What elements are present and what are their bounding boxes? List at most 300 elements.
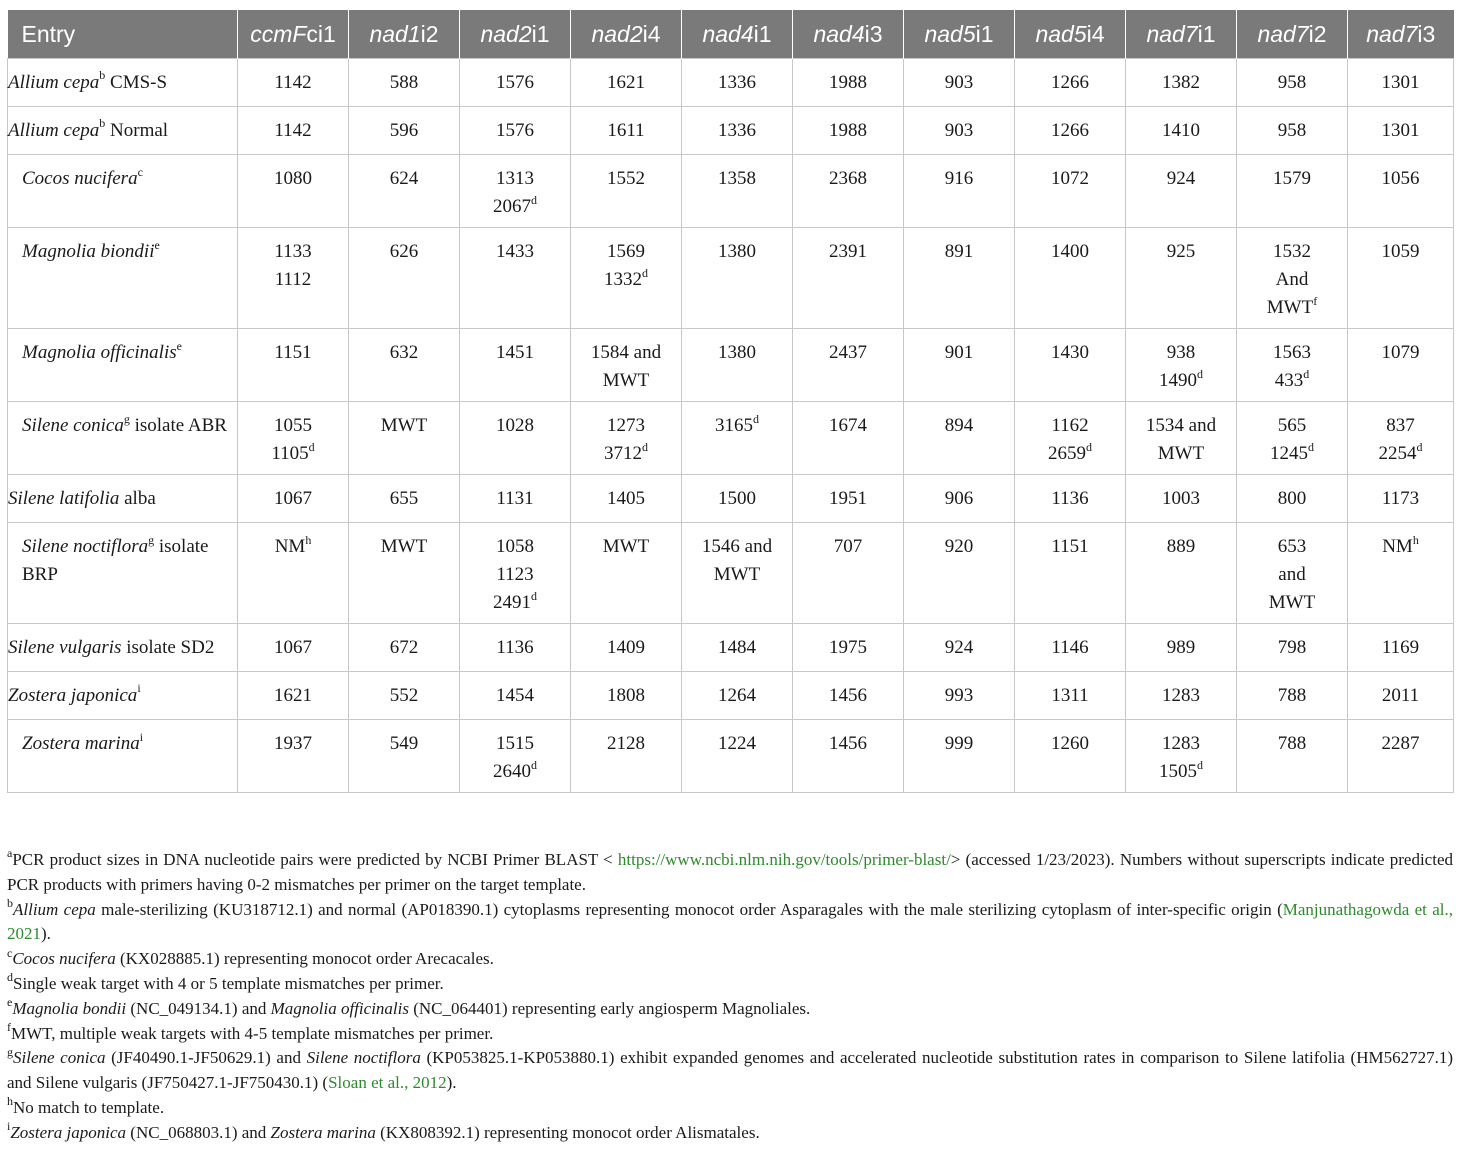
cell-line: 1332$^d$: [604, 265, 648, 290]
cell-line: 788: [1277, 733, 1307, 754]
value-cell: [904, 523, 1015, 624]
value-cell: [1015, 475, 1126, 523]
cell-line: 1169: [1381, 636, 1420, 658]
value-cell: [1015, 228, 1126, 329]
cell-line: 1142: [274, 71, 312, 93]
cell-line: 1273: [607, 415, 645, 436]
cell-line: 655: [389, 487, 419, 509]
cell-line: 920: [944, 536, 974, 557]
value-cell: [1126, 228, 1237, 329]
value-cell: [1015, 672, 1126, 720]
value-cell: [1015, 720, 1126, 793]
value-cell: [1348, 672, 1454, 720]
cell-line: MWT: [602, 370, 650, 391]
value-cell: [460, 329, 571, 402]
value-cell: [904, 228, 1015, 329]
cell-line: MWT$^f$: [1266, 293, 1318, 318]
footnote-g: $^g$Silene conica (JF40490.1-JF50629.1) and Silene noctiflora (KP053825.1-KP053880.1) exhibit expanded genomes and accelerated nucleotide substitution rates in comparison to Silene latifolia (HM562727.1) and Silene vulgaris (JF750427.1-JF750430.1) (Sloan et al., 2012).: [7, 1044, 1454, 1093]
value-cell: [793, 720, 904, 793]
cell-line: 1505$^d$: [1159, 757, 1203, 782]
value-cell: [349, 59, 460, 107]
cell-line: 552: [389, 684, 419, 706]
value-cell: [571, 624, 682, 672]
value-cell: [460, 720, 571, 793]
value-cell: [682, 107, 793, 155]
column-header-nad4i1: nad4i1: [682, 10, 793, 59]
value-cell: [460, 523, 571, 624]
cell-line: 1451: [496, 342, 534, 363]
cell-line: 1430: [1051, 342, 1089, 363]
value-cell: [1126, 475, 1237, 523]
cell-line: 1546 and: [701, 536, 773, 557]
value-cell: [682, 720, 793, 793]
cell-line: 1358: [718, 168, 756, 189]
value-cell: [1348, 59, 1454, 107]
table-row: [8, 720, 1454, 793]
value-cell: [1126, 523, 1237, 624]
cell-line: 1311: [1051, 684, 1089, 706]
value-cell: [1348, 523, 1454, 624]
manjunathagowda-citation-link[interactable]: Manjunathagowda et al., 2021: [7, 899, 1454, 944]
entry-cell: Silene conica$^g$ isolate ABR: [8, 402, 238, 475]
cell-line: 1264: [718, 684, 756, 706]
cell-line: 925: [1166, 241, 1196, 262]
cell-line: 924: [944, 636, 974, 658]
entry-cell: Magnolia biondii$^e$: [8, 228, 238, 329]
cell-line: 1410: [1162, 119, 1200, 141]
value-cell: [682, 155, 793, 228]
value-cell: [793, 228, 904, 329]
cell-line: 653: [1277, 536, 1307, 557]
cell-line: 999: [944, 733, 974, 754]
cell-line: MWT: [602, 536, 650, 557]
value-cell: [1237, 672, 1348, 720]
cell-line: 924: [1166, 168, 1196, 189]
value-cell: [1126, 329, 1237, 402]
value-cell: [1237, 475, 1348, 523]
value-cell: [793, 672, 904, 720]
table-body: [8, 59, 1454, 793]
cell-line: 906: [944, 487, 974, 509]
cell-line: 1454: [496, 684, 534, 706]
cell-line: 891: [944, 241, 974, 262]
table-row: [8, 672, 1454, 720]
table-row: [8, 402, 1454, 475]
value-cell: [793, 523, 904, 624]
table-row: [8, 228, 1454, 329]
cell-line: $NM^h$: [1382, 532, 1419, 557]
value-cell: [1126, 59, 1237, 107]
cell-line: MWT: [380, 536, 428, 557]
entry-cell: Allium cepa$^b$ Normal: [8, 107, 238, 155]
table-row: [8, 107, 1454, 155]
entry-cell: Cocos nucifera$^c$: [8, 155, 238, 228]
cell-line: 1173: [1381, 487, 1420, 509]
cell-line: 672: [389, 636, 419, 658]
value-cell: [1015, 329, 1126, 402]
cell-line: 894: [944, 415, 974, 436]
value-cell: [1126, 624, 1237, 672]
value-cell: [238, 59, 349, 107]
value-cell: [1237, 402, 1348, 475]
value-cell: [1348, 402, 1454, 475]
footnote-b: $^b$Allium cepa male-sterilizing (KU318712.1) and normal (AP018390.1) cytoplasms representing monocot order Asparagales with the male sterilizing cytoplasm of inter-specific origin (Manjunathagowda et al., 2021).: [7, 895, 1454, 944]
value-cell: [571, 107, 682, 155]
cell-line: 1266: [1051, 71, 1089, 93]
value-cell: [793, 475, 904, 523]
value-cell: [1348, 228, 1454, 329]
column-header-nad2i4: nad2i4: [571, 10, 682, 59]
cell-line: 565: [1277, 415, 1307, 436]
value-cell: [460, 672, 571, 720]
value-cell: [682, 475, 793, 523]
column-header-nad2i1: nad2i1: [460, 10, 571, 59]
column-header-nad7i2: nad7i2: [1237, 10, 1348, 59]
cell-line: MWT: [380, 415, 428, 436]
value-cell: [238, 228, 349, 329]
value-cell: [238, 672, 349, 720]
value-cell: [904, 59, 1015, 107]
cell-line: 2067$^d$: [493, 192, 537, 217]
cell-line: 1133: [274, 241, 312, 262]
entry-cell: Silene latifolia alba: [8, 475, 238, 523]
value-cell: [1126, 720, 1237, 793]
cell-line: 889: [1166, 536, 1196, 557]
footnote-h: $^h$No match to template.: [7, 1094, 165, 1117]
cell-line: 632: [389, 342, 419, 363]
cell-line: 3165$^d$: [715, 411, 759, 436]
cell-line: 1056: [1381, 168, 1420, 189]
cell-line: 798: [1277, 636, 1307, 658]
value-cell: [349, 155, 460, 228]
value-cell: [904, 155, 1015, 228]
value-cell: [571, 59, 682, 107]
value-cell: [349, 720, 460, 793]
cell-line: 1080: [274, 168, 312, 189]
value-cell: [349, 475, 460, 523]
value-cell: [1237, 624, 1348, 672]
cell-line: 1490$^d$: [1159, 366, 1203, 391]
primer-blast-link[interactable]: https://www.ncbi.nlm.nih.gov/tools/primer-blast/: [617, 850, 951, 869]
cell-line: 788: [1277, 684, 1307, 706]
entry-cell: Zostera japonica$^i$: [8, 672, 238, 720]
footnote-f: $^f$MWT, multiple weak targets with 4-5 template mismatches per primer.: [7, 1019, 494, 1043]
cell-line: 1576: [496, 71, 534, 93]
cell-line: 1380: [718, 342, 756, 363]
value-cell: [349, 228, 460, 329]
value-cell: [904, 402, 1015, 475]
value-cell: [1126, 402, 1237, 475]
entry-cell: Zostera marina$^i$: [8, 720, 238, 793]
cell-line: 3712$^d$: [604, 439, 648, 464]
value-cell: [793, 59, 904, 107]
cell-line: 1058: [496, 536, 534, 557]
cell-line: 1988: [829, 119, 867, 141]
cell-line: 1079: [1381, 342, 1420, 363]
cell-line: 1072: [1051, 168, 1089, 189]
footnote-a: $^a$PCR product sizes in DNA nucleotide pairs were predicted by NCBI Primer BLAST < https://www.ncbi.nlm.nih.gov/tools/primer-blast/> (accessed 1/23/2023). Numbers without superscripts indicate predicted PCR products with primers having 0-2 mismatches per primer on the target template.: [7, 846, 1454, 894]
table-row: [8, 329, 1454, 402]
cell-line: $NM^h$: [274, 532, 312, 557]
value-cell: [571, 228, 682, 329]
cell-line: 1146: [1051, 636, 1089, 658]
cell-line: 1067: [274, 636, 312, 658]
value-cell: [571, 329, 682, 402]
table-row: [8, 624, 1454, 672]
table-header-row: [8, 10, 1454, 59]
cell-line: 903: [944, 71, 974, 93]
cell-line: 1405: [607, 487, 645, 509]
value-cell: [1237, 329, 1348, 402]
cell-line: 1112: [274, 269, 312, 290]
cell-line: 903: [944, 119, 974, 141]
cell-line: 1260: [1051, 733, 1089, 754]
value-cell: [904, 107, 1015, 155]
cell-line: 1283: [1162, 733, 1200, 754]
value-cell: [1348, 720, 1454, 793]
value-cell: [682, 672, 793, 720]
cell-line: 1136: [1051, 487, 1089, 509]
value-cell: [793, 402, 904, 475]
cell-line: MWT: [1268, 592, 1316, 613]
cell-line: and: [1278, 564, 1306, 585]
cell-line: 1301: [1381, 71, 1420, 93]
cell-line: 901: [944, 342, 974, 363]
entry-cell: Silene noctiflora$^g$ isolate BRP: [8, 523, 238, 624]
value-cell: [238, 475, 349, 523]
cell-line: 1808: [607, 684, 645, 706]
column-header-entry: Entry: [8, 10, 238, 59]
cell-line: 1456: [829, 733, 867, 754]
cell-line: 2011: [1381, 684, 1420, 706]
cell-line: 1131: [496, 487, 534, 509]
value-cell: [682, 59, 793, 107]
footnote-i: $^i$Zostera japonica (NC_068803.1) and Zostera marina (KX808392.1) representing monocot order Alismatales.: [7, 1119, 760, 1142]
cell-line: 1951: [829, 487, 867, 509]
value-cell: [682, 624, 793, 672]
cell-line: 1576: [496, 119, 534, 141]
value-cell: [1126, 155, 1237, 228]
column-header-nad5i4: nad5i4: [1015, 10, 1126, 59]
pcr-product-table: [7, 10, 1454, 793]
value-cell: [904, 720, 1015, 793]
cell-line: 1584 and: [590, 342, 662, 363]
cell-line: 1245$^d$: [1270, 439, 1314, 464]
table-footnotes: [7, 848, 1453, 1146]
cell-line: 1151: [274, 342, 312, 363]
cell-line: 1569: [607, 241, 645, 262]
value-cell: [1348, 475, 1454, 523]
column-header-nad4i3: nad4i3: [793, 10, 904, 59]
cell-line: 1055: [274, 415, 312, 436]
value-cell: [238, 402, 349, 475]
cell-line: 1336: [718, 119, 756, 141]
value-cell: [571, 155, 682, 228]
value-cell: [349, 402, 460, 475]
cell-line: 1123: [496, 564, 534, 585]
value-cell: [682, 402, 793, 475]
value-cell: [349, 523, 460, 624]
cell-line: 1534 and: [1145, 415, 1217, 436]
cell-line: 2659$^d$: [1048, 439, 1092, 464]
cell-line: 1400: [1051, 241, 1089, 262]
cell-line: 2254$^d$: [1378, 439, 1423, 464]
value-cell: [793, 107, 904, 155]
value-cell: [904, 624, 1015, 672]
cell-line: 1456: [829, 684, 867, 706]
value-cell: [682, 228, 793, 329]
cell-line: 1433: [496, 241, 534, 262]
value-cell: [1237, 155, 1348, 228]
value-cell: [460, 624, 571, 672]
cell-line: 707: [833, 536, 863, 557]
footnote-c: $^c$Cocos nucifera (KX028885.1) representing monocot order Arecacales.: [7, 945, 494, 969]
value-cell: [460, 107, 571, 155]
value-cell: [1015, 624, 1126, 672]
cell-line: 1105$^d$: [271, 439, 315, 464]
value-cell: [1237, 107, 1348, 155]
cell-line: 938: [1166, 342, 1196, 363]
value-cell: [904, 329, 1015, 402]
cell-line: 1382: [1162, 71, 1200, 93]
cell-line: 1484: [718, 636, 756, 658]
cell-line: 1515: [496, 733, 534, 754]
value-cell: [349, 672, 460, 720]
column-header-ccmfci1: ccmFci1: [238, 10, 349, 59]
cell-line: 2391: [829, 241, 867, 262]
value-cell: [1237, 228, 1348, 329]
cell-line: 1301: [1381, 119, 1420, 141]
value-cell: [1015, 59, 1126, 107]
column-header-nad1i2: nad1i2: [349, 10, 460, 59]
value-cell: [571, 475, 682, 523]
value-cell: [349, 107, 460, 155]
cell-line: 1380: [718, 241, 756, 262]
column-header-nad7i3: nad7i3: [1348, 10, 1454, 59]
cell-line: 1674: [829, 415, 867, 436]
value-cell: [460, 155, 571, 228]
value-cell: [238, 329, 349, 402]
value-cell: [460, 228, 571, 329]
cell-line: 1621: [607, 71, 645, 93]
value-cell: [904, 672, 1015, 720]
cell-line: 1937: [274, 733, 312, 754]
value-cell: [238, 107, 349, 155]
cell-line: 588: [389, 71, 419, 93]
cell-line: 1988: [829, 71, 867, 93]
value-cell: [571, 402, 682, 475]
value-cell: [1015, 523, 1126, 624]
cell-line: 1151: [1051, 536, 1089, 557]
value-cell: [238, 523, 349, 624]
footnote-e: $^e$Magnolia bondii (NC_049134.1) and Magnolia officinalis (NC_064401) representing early angiosperm Magnoliales.: [7, 995, 811, 1018]
cell-line: 626: [389, 241, 419, 262]
cell-line: 1336: [718, 71, 756, 93]
value-cell: [904, 475, 1015, 523]
table-row: [8, 59, 1454, 107]
value-cell: [1237, 720, 1348, 793]
cell-line: 2491$^d$: [493, 588, 537, 613]
cell-line: 549: [389, 733, 419, 754]
cell-line: 1162: [1051, 415, 1089, 436]
entry-cell: Silene vulgaris isolate SD2: [8, 624, 238, 672]
cell-line: 624: [389, 168, 419, 189]
entry-cell: Magnolia officinalis$^e$: [8, 329, 238, 402]
cell-line: 1003: [1162, 487, 1200, 509]
cell-line: 433$^d$: [1274, 366, 1310, 391]
cell-line: 800: [1277, 487, 1307, 509]
cell-line: 958: [1277, 119, 1307, 141]
value-cell: [1348, 329, 1454, 402]
table-row: [8, 155, 1454, 228]
value-cell: [571, 720, 682, 793]
entry-cell: Allium cepa$^b$ CMS-S: [8, 59, 238, 107]
value-cell: [460, 475, 571, 523]
cell-line: 596: [389, 119, 419, 141]
value-cell: [1237, 523, 1348, 624]
cell-line: MWT: [1157, 443, 1205, 464]
cell-line: 989: [1166, 636, 1196, 658]
value-cell: [349, 329, 460, 402]
cell-line: 1532: [1273, 241, 1311, 262]
value-cell: [460, 59, 571, 107]
value-cell: [793, 329, 904, 402]
cell-line: 1563: [1273, 342, 1311, 363]
value-cell: [1126, 672, 1237, 720]
sloan-citation-link[interactable]: Sloan et al., 2012: [328, 1073, 447, 1093]
cell-line: 1313: [496, 168, 534, 189]
value-cell: [682, 329, 793, 402]
value-cell: [1015, 107, 1126, 155]
cell-line: 1611: [607, 119, 645, 141]
cell-line: 916: [944, 168, 974, 189]
cell-line: 1059: [1381, 241, 1420, 262]
value-cell: [238, 720, 349, 793]
cell-line: 2437: [829, 342, 867, 363]
cell-line: And: [1275, 269, 1309, 290]
cell-line: 2368: [829, 168, 867, 189]
table-row: [8, 475, 1454, 523]
table-row: [8, 523, 1454, 624]
cell-line: 1621: [274, 684, 312, 706]
column-header-nad5i1: nad5i1: [904, 10, 1015, 59]
cell-line: 2287: [1381, 733, 1420, 754]
cell-line: MWT: [713, 564, 761, 585]
value-cell: [1348, 624, 1454, 672]
cell-line: 1224: [718, 733, 756, 754]
value-cell: [1126, 107, 1237, 155]
footnote-d: $^d$Single weak target with 4 or 5 template mismatches per primer.: [7, 970, 444, 993]
cell-line: 1500: [718, 487, 756, 509]
value-cell: [238, 624, 349, 672]
cell-line: 1552: [607, 168, 645, 189]
cell-line: 1067: [274, 487, 312, 509]
value-cell: [571, 672, 682, 720]
cell-line: 1283: [1162, 684, 1200, 706]
cell-line: 1975: [829, 636, 867, 658]
cell-line: 993: [944, 684, 974, 706]
value-cell: [1237, 59, 1348, 107]
value-cell: [349, 624, 460, 672]
value-cell: [238, 155, 349, 228]
cell-line: 1409: [607, 636, 645, 658]
cell-line: 1028: [496, 415, 534, 436]
value-cell: [571, 523, 682, 624]
cell-line: 2128: [607, 733, 645, 754]
value-cell: [793, 624, 904, 672]
value-cell: [1348, 107, 1454, 155]
column-header-nad7i1: nad7i1: [1126, 10, 1237, 59]
